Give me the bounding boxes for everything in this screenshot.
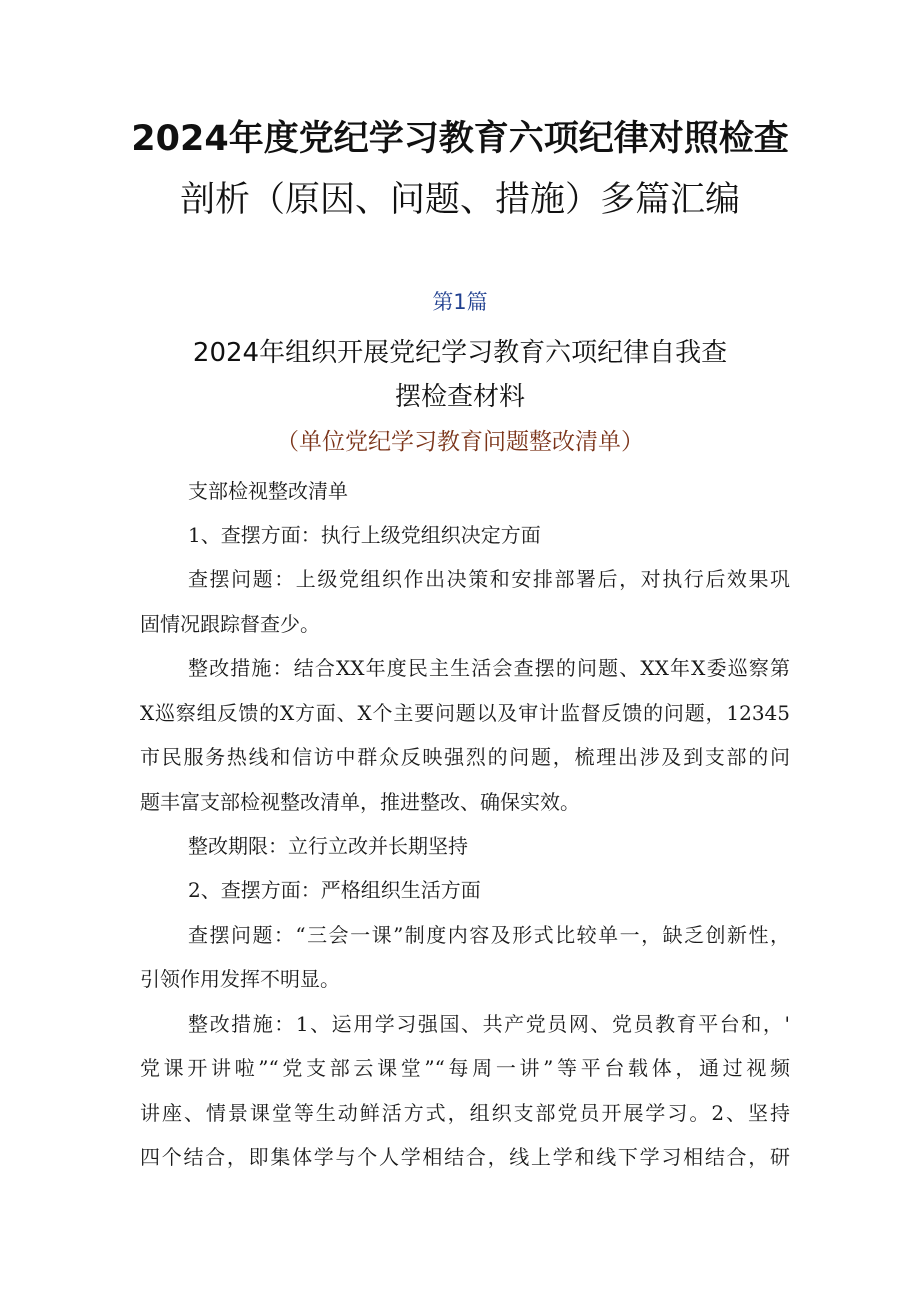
document-title-line-1: 2024年度党纪学习教育六项纪律对照检查: [131, 119, 789, 159]
paragraph-line: 查摆问题：“三会一课”制度内容及形式比较单一，缺乏创新性，: [188, 923, 790, 947]
paragraph-line: 讲座、情景课堂等生动鲜活方式，组织支部党员开展学习。2、坚持: [140, 1101, 790, 1125]
paragraph-line: 题丰富支部检视整改清单，推进整改、确保实效。: [140, 790, 580, 814]
paragraph-line: 整改措施：结合XX年度民主生活会查摆的问题、XX年X委巡察第: [188, 656, 790, 680]
paragraph-heading: 支部检视整改清单: [188, 479, 348, 503]
paragraph-line: 引领作用发挥不明显。: [140, 967, 340, 991]
section-title-line-1: 2024年组织开展党纪学习教育六项纪律自我查: [192, 338, 728, 368]
paragraph-line: 查摆问题：上级党组织作出决策和安排部署后，对执行后效果巩: [188, 567, 790, 591]
paragraph-line: 固情况跟踪督查少。: [140, 612, 320, 636]
part-label: 第1篇: [432, 290, 488, 314]
section-title-line-2: 摆检查材料: [394, 382, 525, 412]
paragraph-line: X巡察组反馈的X方面、X个主要问题以及审计监督反馈的问题，12345: [140, 701, 790, 725]
document-title-line-2: 剖析（原因、问题、措施）多篇汇编: [179, 180, 740, 220]
paragraph-line: 2、查摆方面：严格组织生活方面: [188, 878, 481, 902]
section-subtitle-note: （单位党纪学习教育问题整改清单）: [276, 429, 644, 455]
paragraph-line: 1、查摆方面：执行上级党组织决定方面: [188, 523, 541, 547]
paragraph-line: 四个结合，即集体学与个人学相结合，线上学和线下学习相结合，研: [140, 1145, 790, 1169]
paragraph-line: 党课开讲啦”“党支部云课堂”“每周一讲”等平台载体，通过视频: [140, 1056, 790, 1080]
paragraph-line: 整改措施：1、运用学习强国、共产党员网、党员教育平台和，': [188, 1012, 790, 1036]
paragraph-line: 市民服务热线和信访中群众反映强烈的问题，梳理出涉及到支部的问: [140, 745, 790, 769]
paragraph-line: 整改期限：立行立改并长期坚持: [188, 834, 468, 858]
